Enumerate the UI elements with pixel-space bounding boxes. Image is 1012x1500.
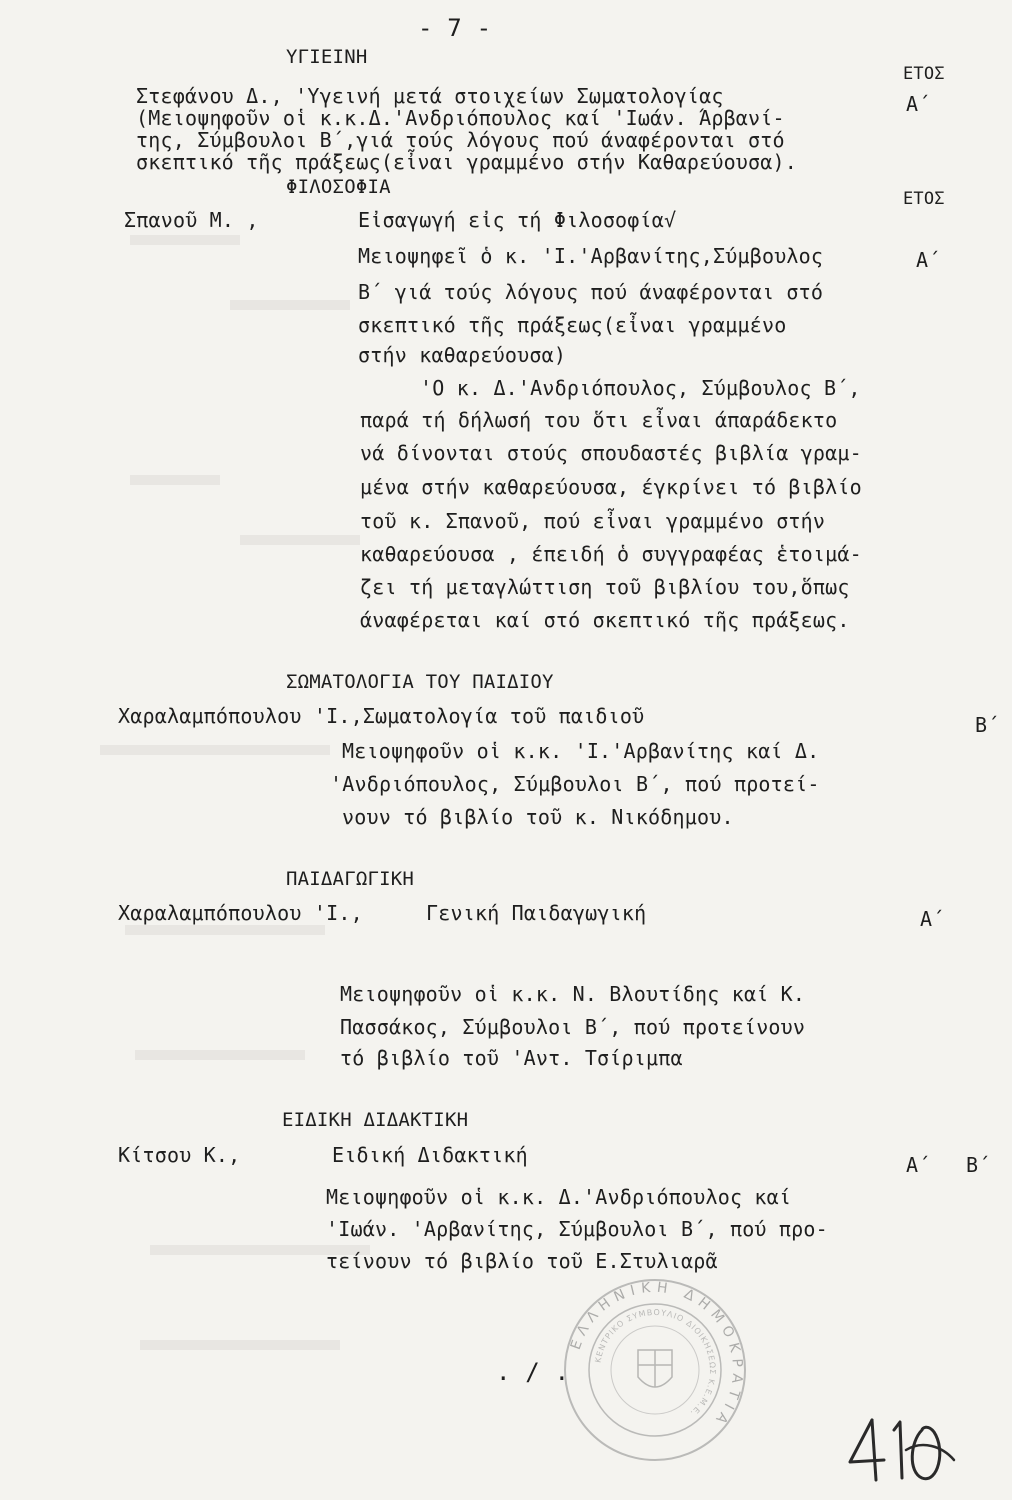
text-line: Μειοψηφοῦν οἱ κ.κ. Δ.'Ανδριόπουλος καί — [326, 1185, 792, 1209]
text-line: 'Ιωάν. 'Αρβανίτης, Σύμβουλοι Β΄, πού προ- — [326, 1217, 828, 1241]
text-line: τό βιβλίο τοῦ 'Αντ. Τσίριμπα — [340, 1046, 683, 1070]
text-line: μένα στήν καθαρεύουσα, έγκρίνει τό βιβλίο — [360, 475, 862, 499]
text-line: ζει τή μεταγλώττιση τοῦ βιβλίου του,ὅπως — [360, 575, 850, 599]
section-heading-pedagogy: ΠΑΙΔΑΓΩΓΙΚΗ — [286, 868, 415, 890]
book-title: Γενική Παιδαγωγική — [426, 901, 647, 925]
year-label: Β΄ — [975, 713, 1000, 737]
text-line: τείνουν τό βιβλίο τοῦ Ε.Στυλιαρᾶ — [326, 1249, 718, 1273]
year-label: Β΄ — [966, 1153, 991, 1177]
bleed-through-mark — [135, 1050, 305, 1060]
text-line: τοῦ κ. Σπανοῦ, πού εἶναι γραμμένο στήν — [360, 509, 826, 533]
text-line: νά δίνονται στούς σπουδαστές βιβλία γραμ- — [360, 441, 862, 465]
section-heading-philosophy: ΦΙΛΟΣΟΦΙΑ — [286, 176, 391, 198]
text-line: Στεφάνου Δ., 'Υγεινή μετά στοιχείων Σωματολογίας — [136, 84, 724, 108]
year-label: Α΄ — [906, 92, 931, 116]
text-line: παρά τή δήλωσή του ὅτι εἶναι άπαράδεκτο — [360, 408, 838, 432]
author-name: Κίτσου Κ., — [118, 1143, 241, 1167]
text-line: Μειοψηφοῦν οἱ κ.κ. 'Ι.'Αρβανίτης καί Δ. — [342, 739, 820, 763]
text-line: καθαρεύουσα , έπειδή ὁ συγγραφέας ἑτοιμά- — [360, 542, 862, 566]
bleed-through-mark — [140, 1340, 340, 1350]
book-title: Εἰσαγωγή εἰς τή Φιλοσοφία√ — [358, 208, 677, 232]
year-header: ΕΤΟΣ — [903, 64, 945, 84]
year-header: ΕΤΟΣ — [903, 189, 945, 209]
author-and-title: Χαραλαμπόπουλου 'Ι.,Σωματολογία τοῦ παιδιοῦ — [118, 704, 645, 728]
handwritten-number — [842, 1400, 962, 1490]
text-line: Β΄ γιά τούς λόγους πού άναφέρονται στό — [358, 280, 824, 304]
text-line: 'Ανδριόπουλος, Σύμβουλοι Β΄, πού προτεί- — [330, 772, 820, 796]
text-line: στήν καθαρεύουσα) — [358, 343, 567, 367]
text-line: άναφέρεται καί στό σκεπτικό τῆς πράξεως. — [360, 608, 850, 632]
section-heading-special-didactics: ΕΙΔΙΚΗ ΔΙΔΑΚΤΙΚΗ — [282, 1109, 469, 1131]
text-line: 'Ο κ. Δ.'Ανδριόπουλος, Σύμβουλος Β΄, — [420, 376, 861, 400]
author-name: Χαραλαμπόπουλου 'Ι., — [118, 901, 363, 925]
text-line: σκεπτικό τῆς πράξεως(εἶναι γραμμένο στήν Καθαρεύουσα). — [136, 150, 798, 174]
bleed-through-mark — [130, 235, 240, 245]
text-line: Πασσάκος, Σύμβουλοι Β΄, πού προτείνουν — [340, 1015, 806, 1039]
text-line: νουν τό βιβλίο τοῦ κ. Νικόδημου. — [342, 805, 734, 829]
text-line: σκεπτικό τῆς πράξεως(εἶναι γραμμένο — [358, 313, 787, 337]
svg-text:ΕΛΛΗΝΙΚΗ ΔΗΜΟΚΡΑΤΙΑ: ΕΛΛΗΝΙΚΗ ΔΗΜΟΚΡΑΤΙΑ — [567, 1279, 746, 1432]
year-label: Α΄ — [920, 907, 945, 931]
section-heading-somatology: ΣΩΜΑΤΟΛΟΓΙΑ ΤΟΥ ΠΑΙΔΙΟΥ — [286, 671, 554, 693]
text-line: της, Σύμβουλοι Β΄,γιά τούς λόγους πού άναφέρονται στό — [136, 128, 785, 152]
page-number: - 7 - — [418, 14, 492, 42]
bleed-through-mark — [125, 925, 325, 935]
bleed-through-mark — [240, 535, 360, 545]
official-stamp — [560, 1275, 750, 1465]
year-label: Α΄ — [906, 1153, 931, 1177]
continuation-mark: . / . — [496, 1358, 570, 1386]
section-heading-hygiene: ΥΓΙΕΙΝΗ — [286, 46, 368, 68]
text-line: Μειοψηφεῖ ὁ κ. 'Ι.'Αρβανίτης,Σύμβουλος — [358, 244, 824, 268]
text-line: Μειοψηφοῦν οἱ κ.κ. Ν. Βλουτίδης καί Κ. — [340, 982, 806, 1006]
text-line: (Μειοψηφοῦν οἱ κ.κ.Δ.'Ανδριόπουλος καί 'Ιωάν. Άρβανί- — [136, 106, 785, 130]
bleed-through-mark — [100, 745, 330, 755]
svg-text:ΚΕΝΤΡΙΚΟ ΣΥΜΒΟΥΛΙΟ ΔΙΟΙΚΗΣΕΩΣ: ΚΕΝΤΡΙΚΟ ΣΥΜΒΟΥΛΙΟ ΔΙΟΙΚΗΣΕΩΣ Κ.Ε.Μ.Ε. — [593, 1307, 718, 1419]
bleed-through-mark — [130, 475, 220, 485]
bleed-through-mark — [230, 300, 350, 310]
author-name: Σπανοῦ Μ. , — [124, 208, 259, 232]
book-title: Ειδική Διδακτική — [332, 1143, 528, 1167]
year-label: Α΄ — [916, 248, 941, 272]
